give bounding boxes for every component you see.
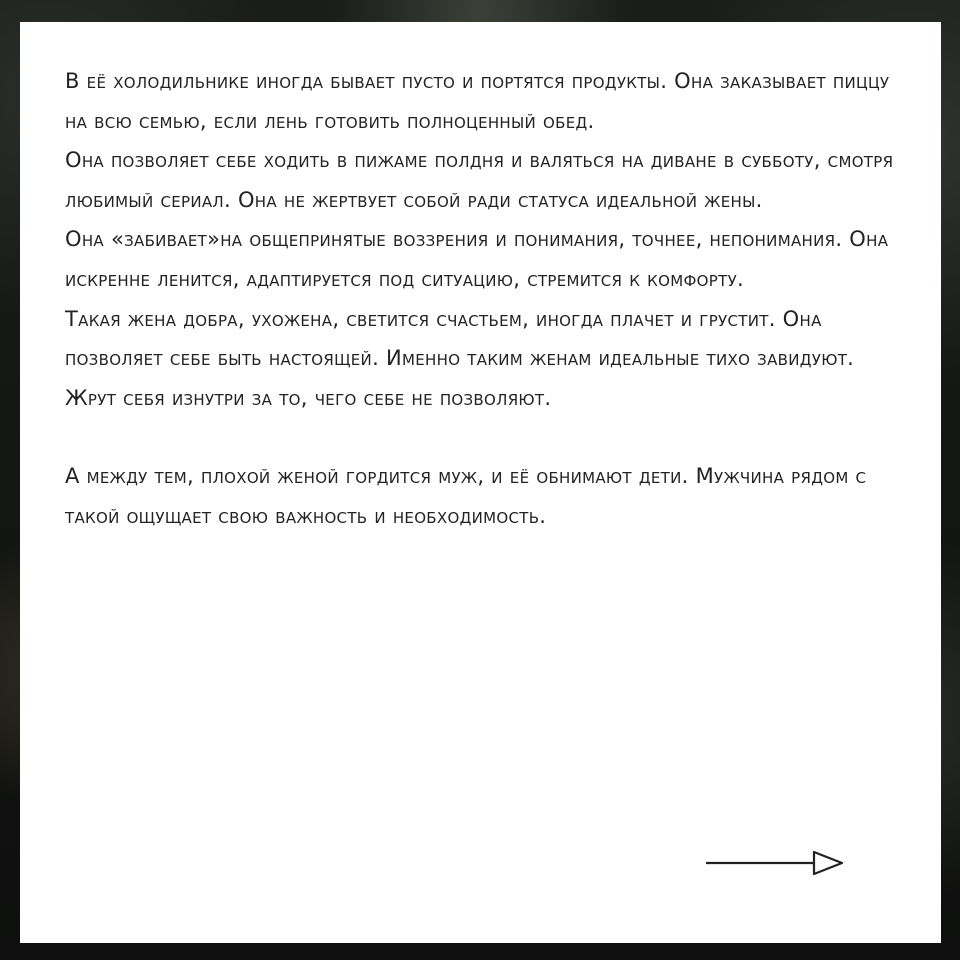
paragraph-5: А между тем, плохой женой гордится муж, и её обнимают дети. Мужчина рядом с такой ощущает свою важность и необходимость. xyxy=(65,464,867,528)
arrow-right-icon[interactable] xyxy=(706,848,846,878)
article-text xyxy=(65,62,901,537)
paragraph-1: В её холодильнике иногда бывает пусто и портятся продукты. Она заказывает пиццу на всю семью, если лень готовить полноценный обед. xyxy=(65,69,890,133)
text-card xyxy=(20,22,941,943)
paragraph-3: Она «забивает»на общепринятые воззрения и понимания, точнее, непонимания. Она искренне ленится, адаптируется под ситуацию, стремится к комфорту. xyxy=(65,227,889,291)
paragraph-2: Она позволяет себе ходить в пижаме полдня и валяться на диване в субботу, смотря любимый сериал. Она не жертвует собой ради статуса идеальной жены. xyxy=(65,148,894,212)
paragraph-4: Такая жена добра, ухожена, светится счастьем, иногда плачет и грустит. Она позволяет себе быть настоящей. Именно таким женам идеальные тихо завидуют. Жрут себя изнутри за то, чего себе не позволяют. xyxy=(65,306,855,410)
